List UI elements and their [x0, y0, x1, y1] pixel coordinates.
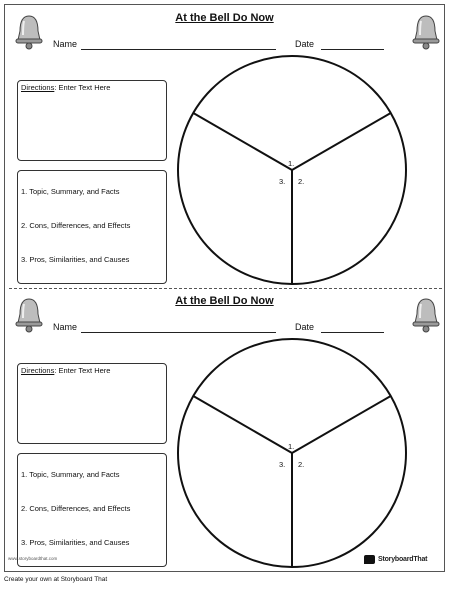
circle-label-2: 2.	[298, 460, 305, 469]
worksheet-title: At the Bell Do Now	[175, 12, 274, 24]
directions-box[interactable]	[17, 80, 167, 161]
date-label: Date	[295, 322, 315, 332]
directions-box[interactable]	[17, 363, 167, 444]
topics-box[interactable]	[17, 170, 167, 284]
storyboard-logo[interactable]	[364, 553, 427, 565]
worksheet-page	[4, 4, 445, 572]
logo-text: StoryboardThat	[378, 555, 428, 563]
name-label: Name	[53, 322, 78, 332]
list-item-topic: 1. Topic, Summary, and Facts	[21, 470, 120, 479]
circle-label-1: 1.	[288, 442, 295, 451]
directions-label: Directions	[21, 83, 55, 92]
worksheet-title: At the Bell Do Now	[175, 295, 274, 307]
list-item-cons: 2. Cons, Differences, and Effects	[21, 221, 131, 230]
section-1	[5, 5, 444, 288]
circle-label-3: 3.	[279, 460, 286, 469]
directions-label: Directions	[21, 366, 55, 375]
list-item-topic: 1. Topic, Summary, and Facts	[21, 187, 120, 196]
directions-text: : Enter Text Here	[54, 366, 111, 375]
circle-label-1: 1.	[288, 159, 295, 168]
date-label: Date	[295, 39, 315, 49]
name-label: Name	[53, 39, 78, 49]
circle-label-2: 2.	[298, 177, 305, 186]
list-item-cons: 2. Cons, Differences, and Effects	[21, 504, 131, 513]
three-part-circle[interactable]	[170, 333, 415, 573]
storyboard-url: www.storyboardthat.com	[8, 556, 58, 561]
topics-box[interactable]	[17, 453, 167, 567]
directions-text: : Enter Text Here	[54, 83, 111, 92]
footer-credit[interactable]: Create your own at Storyboard That	[4, 576, 108, 583]
circle-label-3: 3.	[279, 177, 286, 186]
storyboard-logo-icon	[364, 555, 375, 564]
section-2	[5, 288, 444, 571]
list-item-pros: 3. Pros, Similarities, and Causes	[21, 255, 130, 264]
list-item-pros: 3. Pros, Similarities, and Causes	[21, 538, 130, 547]
three-part-circle[interactable]	[170, 50, 415, 290]
